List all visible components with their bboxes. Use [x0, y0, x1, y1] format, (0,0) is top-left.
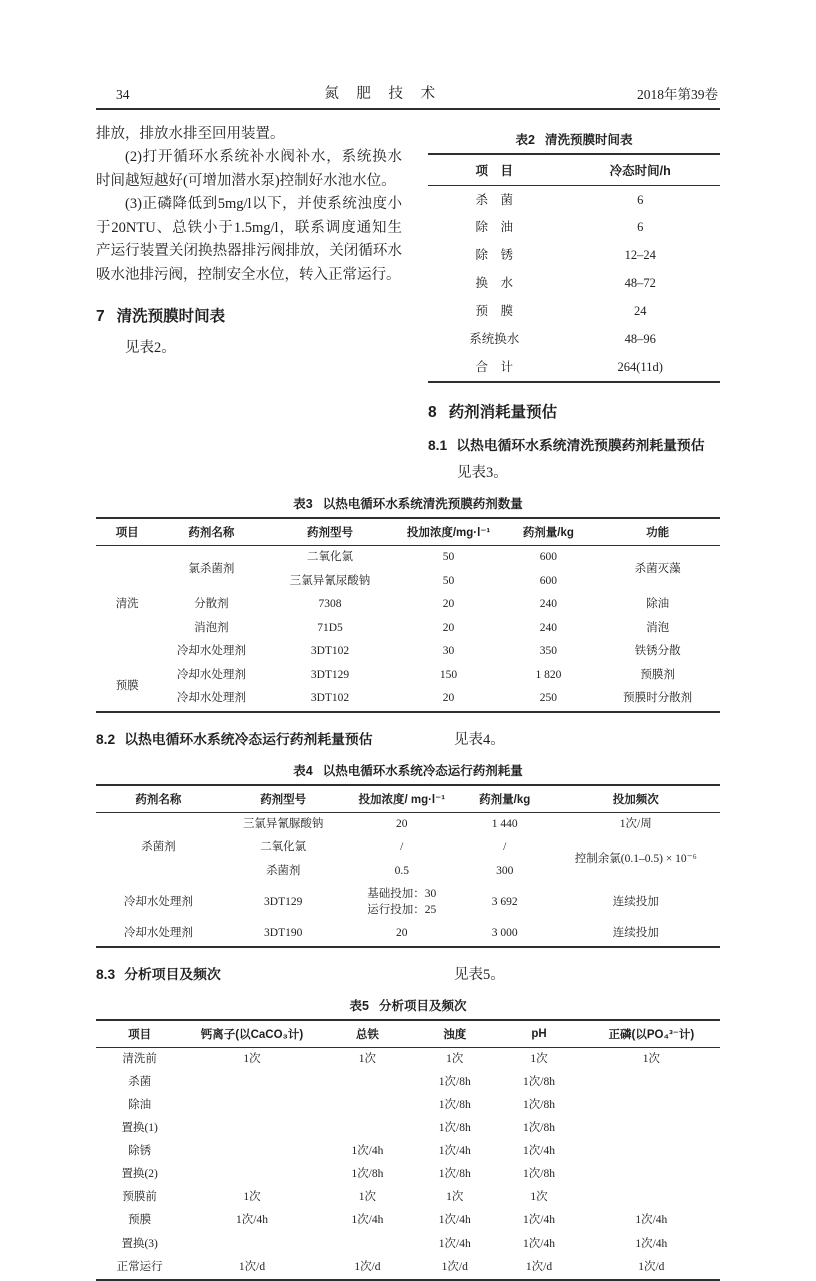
- table-cell: 240: [539, 598, 557, 611]
- table-cell: 1次/8h: [351, 1168, 384, 1181]
- column-header: 项目: [96, 518, 158, 546]
- table-caption-title: 以热电循环水系统清洗预膜药剂数量: [322, 497, 523, 512]
- section-title: 清洗预膜时间表: [116, 308, 226, 326]
- cleaning-prefilming-time-table: [428, 153, 720, 383]
- table-cell: 冷却水处理剂: [176, 692, 246, 705]
- column-header: 项 目: [428, 154, 560, 186]
- table-cell: [583, 1186, 720, 1209]
- table-cell: 264(11d): [617, 359, 663, 374]
- table-cell: 冷却水处理剂: [176, 645, 246, 658]
- table-cell: [321, 1094, 415, 1117]
- table-cell: 20: [442, 621, 455, 634]
- table-cell: 250: [539, 692, 557, 705]
- table-row: [96, 812, 720, 836]
- dosing-line: 基础投加：30: [367, 888, 437, 901]
- table-cell: [183, 1163, 320, 1186]
- table-cell: 20: [442, 692, 455, 705]
- column-header: 药剂名称: [158, 518, 264, 546]
- table-cell: 48–72: [624, 276, 656, 291]
- column-header: 总铁: [321, 1020, 415, 1048]
- column-header: 功能: [595, 518, 720, 546]
- column-header: 项目: [96, 1020, 183, 1048]
- table-cell: 3DT102: [310, 692, 350, 705]
- table-cell: 20: [396, 927, 408, 940]
- table-row: [96, 1210, 720, 1233]
- table-row: [96, 617, 720, 641]
- table-cell: 三氯异氰脲酸钠: [242, 817, 324, 830]
- table-cell: 1次/d: [525, 1260, 553, 1273]
- table-row: [96, 1071, 720, 1094]
- body-paragraph: 排放，排放水排至回用装置。: [96, 126, 285, 142]
- table-cell: 350: [539, 645, 557, 658]
- table-row: [96, 922, 720, 947]
- table-caption-title: 以热电循环水系统冷态运行药剂耗量: [322, 763, 523, 778]
- table-cell: 3DT129: [310, 668, 350, 681]
- table-cell: [183, 1140, 320, 1163]
- table-cell: 1次: [243, 1052, 261, 1065]
- table-cell: 杀 菌: [475, 192, 513, 207]
- table-row: [428, 353, 720, 382]
- table-row: [428, 242, 720, 270]
- table-cell: 48–96: [624, 331, 656, 346]
- table-cell: 3DT129: [264, 896, 303, 909]
- see-table-5-note: 见表5。: [454, 966, 505, 983]
- two-column-body: [96, 123, 720, 482]
- section-title: 分析项目及频次: [124, 966, 221, 982]
- table-cell: 600: [539, 551, 557, 564]
- table-cell: 3 000: [491, 927, 518, 940]
- table5-caption: [96, 996, 720, 1014]
- group-cell: 清洗: [115, 598, 139, 611]
- table-cell: 铁锈分散: [634, 645, 681, 658]
- table-cell: 1次: [530, 1052, 548, 1065]
- column-header: 浊度: [414, 1020, 495, 1048]
- table-cell: 除油: [646, 598, 670, 611]
- table-cell: 预膜时分散剂: [623, 692, 693, 705]
- table-cell: 二氧化氯: [260, 841, 307, 854]
- table-cell: [183, 1094, 320, 1117]
- table-cell: 12–24: [624, 248, 656, 263]
- table-cell: 1次/d: [238, 1260, 266, 1273]
- journal-title: 氮 肥 技 术: [324, 86, 443, 102]
- page-header: [96, 82, 720, 110]
- table-caption-title: 清洗预膜时间表: [544, 133, 633, 147]
- table-cell: 300: [496, 864, 514, 877]
- table-cell: 1 440: [491, 817, 518, 830]
- table-row: [96, 1256, 720, 1280]
- section-number: 8.2: [96, 731, 116, 747]
- table-cell: 71D5: [317, 621, 343, 634]
- table-cell: 6: [637, 220, 644, 235]
- column-header: 药剂量/kg: [502, 518, 596, 546]
- table-cell: 控制余氯(0.1–0.5) × 10⁻⁶: [574, 853, 697, 865]
- table-cell: 1次: [358, 1052, 377, 1065]
- table-cell: 预 膜: [475, 304, 513, 318]
- table-cell: 600: [539, 574, 557, 587]
- table-cell: 0.5: [394, 864, 409, 877]
- table-row: [428, 325, 720, 353]
- table-cell: /: [400, 841, 404, 854]
- analysis-items-frequency-table: [96, 1019, 720, 1281]
- table-cell: 1次/4h: [523, 1145, 555, 1158]
- table-cell: 清洗前: [122, 1052, 157, 1065]
- table-cell: [321, 1233, 415, 1256]
- see-table-4-note: 见表4。: [454, 731, 505, 748]
- table-cell: 1次/8h: [438, 1121, 471, 1134]
- table3-caption: [96, 494, 720, 512]
- table-cell: 除锈: [128, 1145, 152, 1158]
- table-cell: [583, 1140, 720, 1163]
- table-cell: 置换(1): [121, 1121, 158, 1134]
- body-paragraph: (3)正磷降低到5mg/l以下，并使系统浊度小于20NTU、总铁小于1.5mg/l，联系调度通知生产运行装置关闭换热器排污阀排放，关闭循环水吸水池排污阀，控制安全水位，转入正常运行。: [96, 196, 402, 283]
- table-row: [96, 1094, 720, 1117]
- section-title: 以热电循环水系统清洗预膜药剂耗量预估: [456, 438, 705, 454]
- column-header: 投加浓度/ mg·l⁻¹: [346, 785, 458, 813]
- table-row: [96, 640, 720, 664]
- column-header: 正磷(以PO₄³⁻计): [583, 1020, 720, 1048]
- table-cell: 连续投加: [612, 927, 659, 940]
- table-cell: 30: [442, 645, 455, 658]
- table-cell: 杀菌: [128, 1075, 152, 1088]
- table-row: [96, 1117, 720, 1140]
- section-number: 8.1: [428, 438, 448, 454]
- table-row: [96, 546, 720, 570]
- table-cell: /: [503, 841, 507, 854]
- table-cell: 1次/8h: [438, 1098, 471, 1111]
- table-cell: 1次/4h: [635, 1214, 668, 1227]
- table-cell: 50: [442, 551, 455, 564]
- table-cell: 1次/4h: [635, 1237, 668, 1250]
- column-header: pH: [495, 1020, 582, 1048]
- table-cell: [183, 1117, 320, 1140]
- section-8-heading: [428, 400, 720, 422]
- table-cell: [583, 1163, 720, 1186]
- table-cell: [321, 1117, 415, 1140]
- table-cell: 正常运行: [116, 1260, 163, 1273]
- table-cell: 1次/d: [441, 1260, 468, 1273]
- table-cell: 1次: [446, 1052, 464, 1065]
- table-cell: 置换(2): [121, 1168, 158, 1181]
- table-cell: 除 锈: [475, 248, 513, 263]
- table-cell: 杀菌剂: [265, 864, 301, 877]
- see-table-3-note: 见表3。: [457, 465, 508, 482]
- column-header: 药剂名称: [96, 785, 221, 813]
- table-cell: 冷却水处理剂: [176, 668, 246, 681]
- table-cell: 1次: [243, 1191, 261, 1204]
- table-cell: 除油: [128, 1098, 152, 1111]
- table-caption-label: 表5: [349, 998, 369, 1013]
- table-cell: 1次/4h: [523, 1237, 555, 1250]
- column-header: 投加频次: [552, 785, 721, 813]
- table-cell: 连续投加: [612, 896, 659, 909]
- section-number: 7: [96, 308, 105, 326]
- table-cell: 冷却水处理剂: [123, 927, 193, 940]
- section-8-3-row: [96, 963, 720, 984]
- table-cell: 1次/4h: [438, 1214, 471, 1227]
- table-row: [96, 1186, 720, 1209]
- column-header: 钙离子(以CaCO₃计): [183, 1020, 320, 1048]
- table-row: [96, 883, 720, 922]
- table-caption-label: 表2: [515, 133, 535, 147]
- table-cell: [583, 1117, 720, 1140]
- table-row: [428, 214, 720, 242]
- table-cell: 1次/d: [354, 1260, 381, 1273]
- column-header: 冷态时间/h: [560, 154, 720, 186]
- section-title: 药剂消耗量预估: [448, 404, 558, 422]
- table-caption-title: 分析项目及频次: [378, 998, 467, 1013]
- table-cell: [583, 1094, 720, 1117]
- table-cell: 1 820: [535, 668, 562, 681]
- table-cell: 系统换水: [469, 331, 520, 346]
- table-cell: 1次/4h: [351, 1145, 384, 1158]
- table-cell: 1次/8h: [438, 1168, 471, 1181]
- table-cell: 20: [396, 817, 408, 830]
- table-cell: [321, 1071, 415, 1094]
- table-row: [96, 664, 720, 688]
- table-cell: [583, 1071, 720, 1094]
- column-header: 药剂型号: [221, 785, 346, 813]
- group-cell: 杀菌剂: [141, 841, 176, 854]
- table-cell: 分散剂: [194, 598, 229, 611]
- table-caption-label: 表4: [293, 763, 313, 778]
- section-title: 以热电循环水系统冷态运行药剂耗量预估: [124, 731, 373, 747]
- table-cell: 1次/4h: [438, 1145, 471, 1158]
- column-header: 药剂量/kg: [458, 785, 552, 813]
- table-cell: 预膜: [128, 1214, 152, 1227]
- table-cell: 1次/周: [619, 817, 652, 830]
- table-cell: 7308: [318, 598, 342, 611]
- table-cell: 6: [637, 192, 644, 207]
- column-header: 药剂型号: [264, 518, 395, 546]
- cold-state-operation-chemicals-table: [96, 784, 720, 948]
- table-row: [96, 593, 720, 617]
- table-cell: 1次/8h: [523, 1121, 555, 1134]
- table-cell: 杀菌灭藻: [634, 562, 681, 575]
- right-column: [428, 123, 720, 482]
- section-number: 8.3: [96, 966, 116, 982]
- table-cell: 1次/4h: [236, 1214, 268, 1227]
- table-cell: 3DT102: [310, 645, 350, 658]
- section-number: 8: [428, 404, 437, 422]
- table-cell: 20: [442, 598, 455, 611]
- table-cell: 1次/8h: [523, 1168, 555, 1181]
- section-8-2-row: [96, 728, 720, 749]
- body-paragraph: (2)打开循环水系统补水阀补水，系统换水时间越短越好(可增加潜水泵)控制好水池水位。: [96, 149, 402, 189]
- table-cell: 氯杀菌剂: [188, 562, 235, 575]
- table-cell: 1次/4h: [351, 1214, 384, 1227]
- table-cell: 1次/d: [638, 1260, 665, 1273]
- section-8-1-heading: [428, 434, 720, 454]
- table-cell: 1次/8h: [523, 1075, 555, 1088]
- column-header: 投加浓度/mg·l⁻¹: [396, 518, 502, 546]
- table-cell: 二氧化氯: [306, 551, 353, 564]
- table-cell: 三氯异氰尿酸钠: [289, 574, 371, 587]
- table-cell: 3DT190: [264, 927, 303, 940]
- table-cell: 1次: [530, 1191, 548, 1204]
- table-cell: [183, 1071, 320, 1094]
- see-table-2-note: 见表2。: [125, 340, 176, 357]
- table-cell: 预膜前: [122, 1191, 157, 1204]
- table-cell: 1次/4h: [438, 1237, 471, 1250]
- table-cell: 50: [442, 574, 455, 587]
- table-cell: 置换(3): [121, 1237, 158, 1250]
- table-cell: 150: [439, 668, 458, 681]
- table-cell: 1次/8h: [523, 1098, 555, 1111]
- section-8-2-heading: [96, 728, 454, 748]
- page-number: 34: [116, 87, 130, 102]
- table-cell: [183, 1233, 320, 1256]
- table-cell: 换 水: [475, 276, 513, 291]
- table-cell: 预膜剂: [640, 668, 675, 681]
- table4-caption: [96, 761, 720, 779]
- volume-info: 2018年第39卷: [637, 87, 718, 102]
- table-cell: 3 692: [491, 896, 518, 909]
- table-row: [428, 298, 720, 326]
- table-cell: 除 油: [475, 220, 513, 235]
- table-row: [96, 687, 720, 712]
- dosing-line: 运行投加：25: [367, 903, 437, 916]
- table-row: [428, 270, 720, 298]
- table-row: [96, 1163, 720, 1186]
- table-row: [428, 186, 720, 214]
- table-cell: [346, 883, 458, 922]
- section-8-3-heading: [96, 963, 454, 983]
- table-cell: 1次: [446, 1191, 464, 1204]
- cleaning-prefilming-chemicals-table: [96, 517, 720, 713]
- table-row: [96, 1233, 720, 1256]
- table-row: [96, 1140, 720, 1163]
- table-cell: 1次/8h: [438, 1075, 471, 1088]
- table-cell: 消泡剂: [194, 621, 229, 634]
- table-caption-label: 表3: [293, 497, 313, 512]
- table-row: [96, 1047, 720, 1071]
- group-cell: 预膜: [115, 680, 139, 693]
- table-cell: 冷却水处理剂: [123, 896, 193, 909]
- left-column: [96, 123, 402, 482]
- table-cell: 1次/4h: [523, 1214, 555, 1227]
- table-cell: 1次: [642, 1052, 660, 1065]
- table-cell: 240: [539, 621, 557, 634]
- table-cell: 消泡: [646, 621, 670, 634]
- table-cell: 24: [633, 304, 647, 318]
- table-cell: 1次: [358, 1191, 377, 1204]
- table2-caption: [428, 130, 720, 148]
- table-cell: 合 计: [475, 359, 513, 374]
- section-7-heading: [96, 304, 402, 326]
